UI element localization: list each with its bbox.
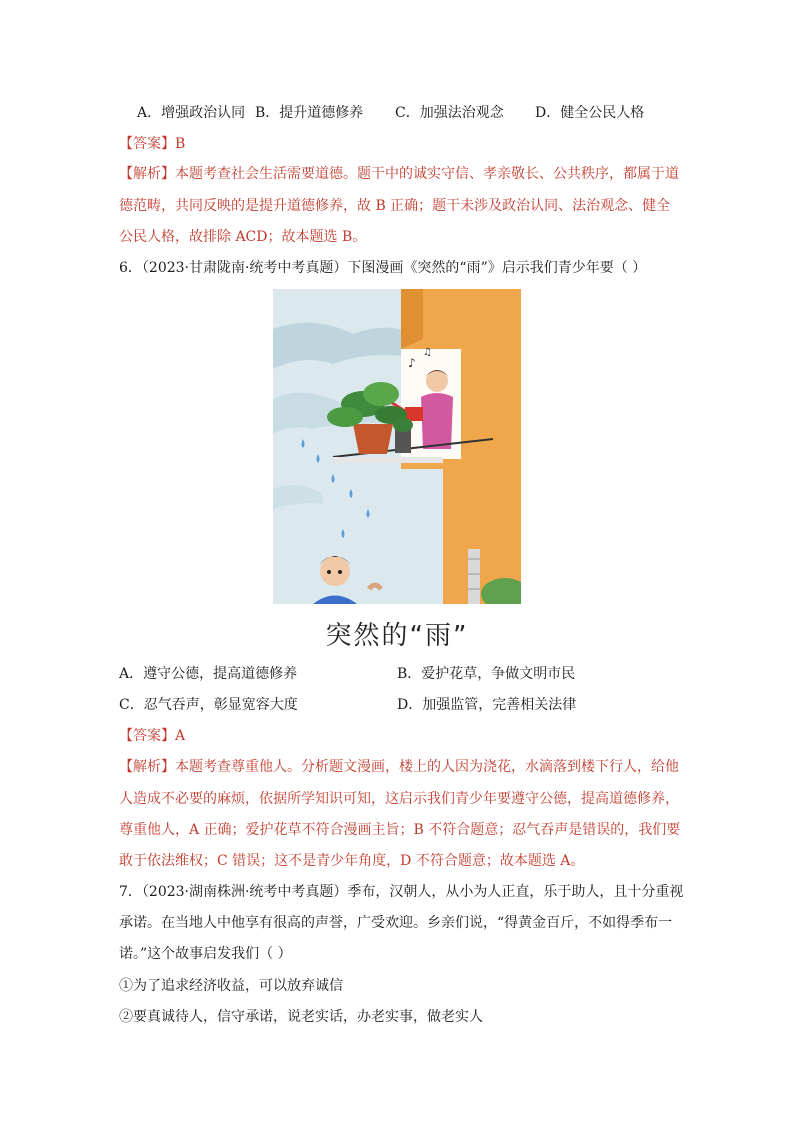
q6-analysis-label: 【解析】 [119,759,175,775]
q6-option-c: C．忍气吞声，彰显宽容大度 [119,697,298,713]
q5-options-row [137,103,644,123]
q6-option-a: A．遵守公德，提高道德修养 [119,666,298,682]
q6-option-d: D．加强监管，完善相关法律 [397,697,577,713]
q5-answer-value: B [175,136,186,152]
q5-option-c: C．加强法治观念 [395,105,504,121]
q7-item-2: ②要真诚待人，信守承诺，说老实话，办老实事，做老实人 [119,1009,483,1025]
q7-stem-line-3: 诺。”这个故事启发我们（ ） [119,946,292,962]
q6-answer-label: 【答案】 [119,728,175,744]
q5-option-d: D．健全公民人格 [535,105,645,121]
q5-answer-label: 【答案】 [119,136,175,152]
q7-stem-line-2: 承诺。在当地人中他享有很高的声誉，广受欢迎。乡亲们说，“得黄金百斤，不如得季布一 [119,915,673,931]
q5-analysis-label: 【解析】 [119,166,175,182]
svg-text:♫: ♫ [423,347,432,358]
q6-stem: 6．（2023·甘肃陇南·统考中考真题）下图漫画《突然的“雨”》启示我们青少年要（ ） [119,260,647,276]
q5-analysis-line-3: 公民人格，故排除 ACD；故本题选 B。 [119,229,367,245]
q5-analysis-line-1 [119,164,679,184]
q5-answer [119,134,185,154]
svg-text:♪: ♪ [408,356,416,370]
q7-item-1: ①为了追求经济收益，可以放弃诚信 [119,978,343,994]
q6-analysis-line-4: 敢于依法维权；C 错误；这不是青少年角度，D 不符合题意；故本题选 A。 [119,853,585,869]
comic-illustration [273,289,521,604]
comic-caption: 突然的“雨” [325,621,469,651]
q6-option-b: B．爱护花草，争做文明市民 [397,666,576,682]
q6-answer [119,726,185,746]
q6-analysis-line-1 [119,757,679,777]
q5-option-b: B．提升道德修养 [255,105,364,121]
q7-stem-line-1: 7．（2023·湖南株洲·统考中考真题）季布，汉朝人，从小为人正直，乐于助人，且十分重视 [119,884,684,900]
q6-analysis-line-2: 人造成不必要的麻烦，依据所学知识可知，这启示我们青少年要遵守公德，提高道德修养， [119,791,679,807]
q6-analysis-line-3: 尊重他人，A 正确；爱护花草不符合漫画主旨；B 不符合题意；忍气吞声是错误的，我们要 [119,822,681,838]
q5-analysis-line-2: 德范畴，共同反映的是提升道德修养，故 B 正确；题干未涉及政治认同、法治观念、健全 [119,198,671,214]
q6-answer-value: A [175,728,186,744]
q5-analysis-text-1: 本题考查社会生活需要道德。题干中的诚实守信、孝亲敬长、公共秩序，都属于道 [175,166,679,182]
q5-option-a: A．增强政治认同 [137,105,246,121]
q6-analysis-text-1: 本题考查尊重他人。分析题文漫画，楼上的人因为浇花，水滴落到楼下行人，给他 [175,759,679,775]
